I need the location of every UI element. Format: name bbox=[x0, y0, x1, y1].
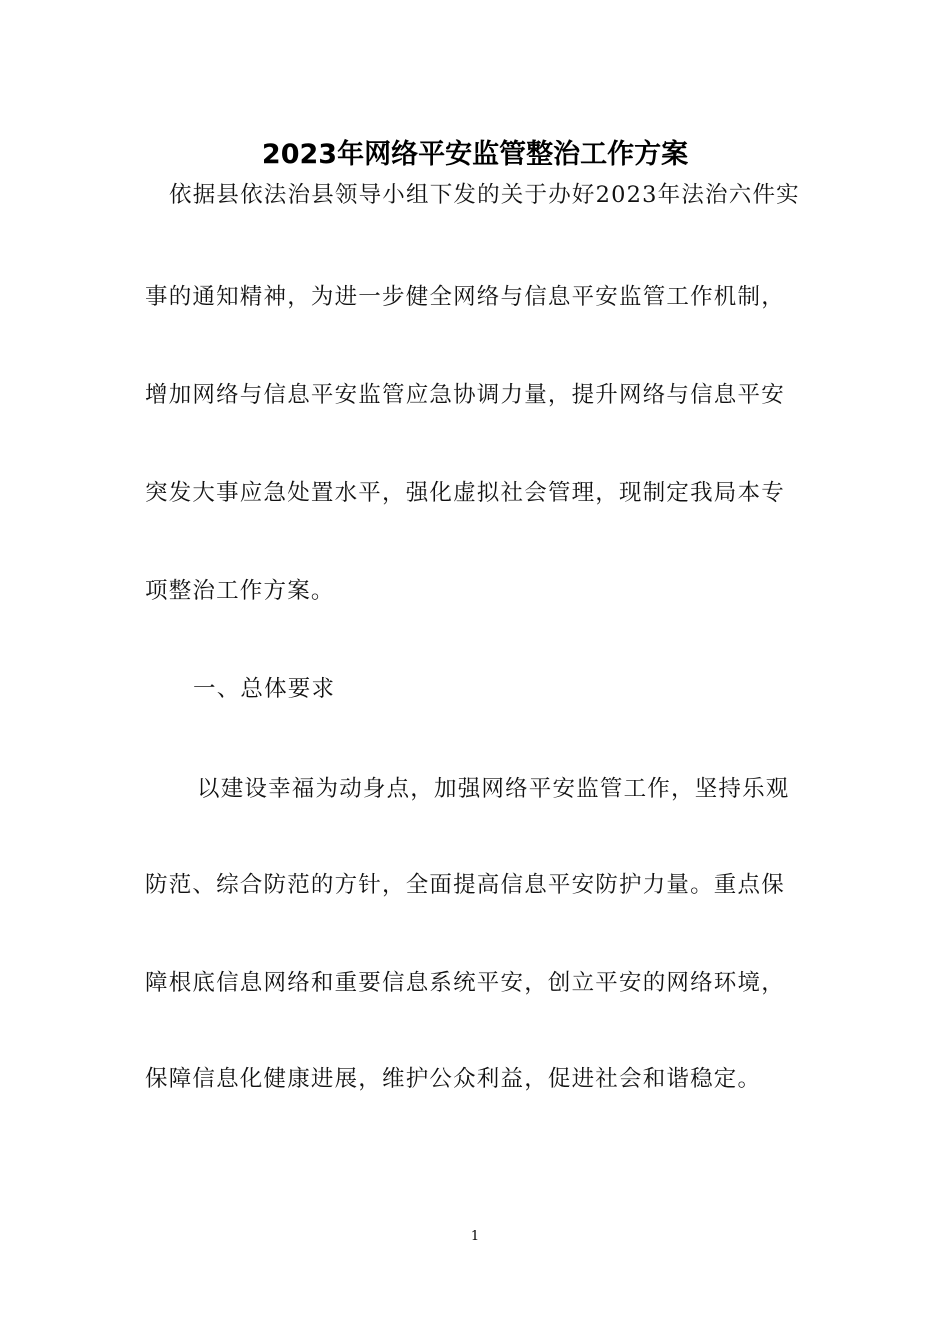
section-heading: 一、总体要求 bbox=[193, 676, 336, 702]
document-title: 2023年网络平安监管整治工作方案 bbox=[261, 139, 689, 170]
intro-line: 项整治工作方案。 bbox=[145, 578, 335, 604]
section-line: 保障信息化健康进展，维护公众利益，促进社会和谐稳定。 bbox=[145, 1066, 762, 1092]
section-line: 防范、综合防范的方针，全面提高信息平安防护力量。重点保 bbox=[145, 872, 785, 898]
intro-line: 事的通知精神，为进一步健全网络与信息平安监管工作机制， bbox=[145, 284, 785, 310]
intro-line: 依据县依法治县领导小组下发的关于办好2023年法治六件实 bbox=[169, 182, 800, 208]
intro-line: 增加网络与信息平安监管应急协调力量，提升网络与信息平安 bbox=[145, 382, 785, 408]
intro-line: 突发大事应急处置水平，强化虚拟社会管理，现制定我局本专 bbox=[145, 480, 785, 506]
section-line: 障根底信息网络和重要信息系统平安，创立平安的网络环境， bbox=[145, 970, 785, 996]
section-line: 以建设幸福为动身点，加强网络平安监管工作，坚持乐观 bbox=[197, 776, 790, 802]
page-number: 1 bbox=[470, 1229, 480, 1244]
